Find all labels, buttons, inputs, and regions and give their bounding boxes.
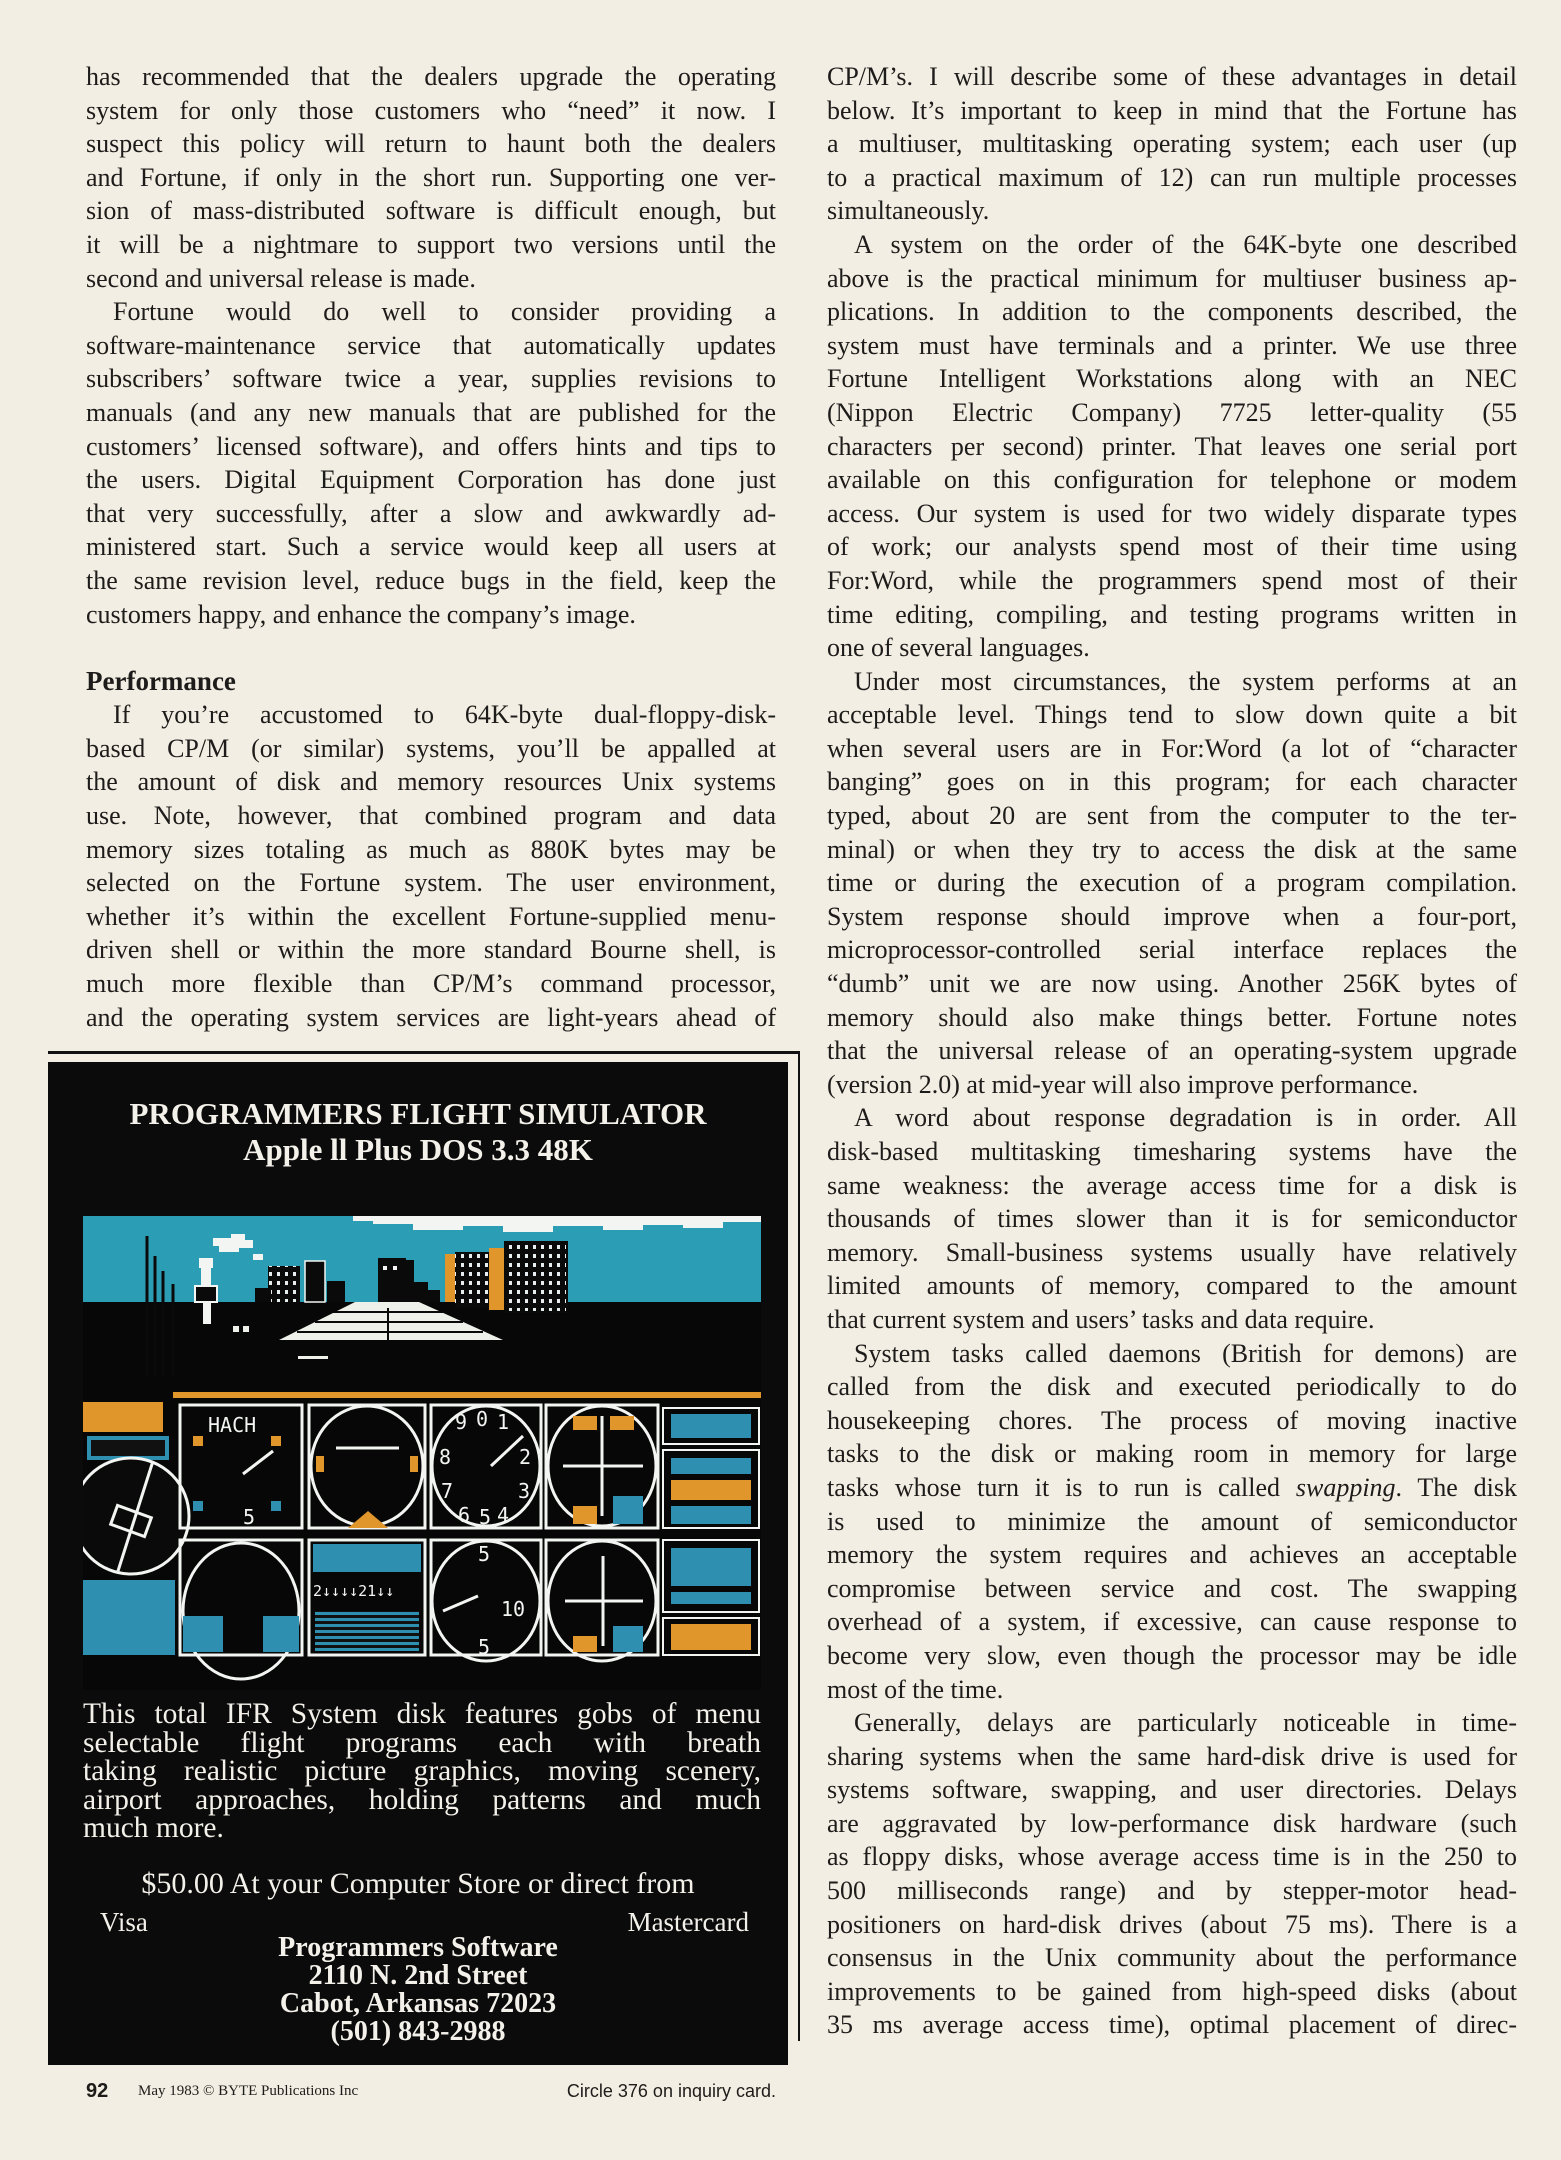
ad-body-line: selectable flight programs each with breath: [83, 1726, 761, 1759]
paragraph: [86, 698, 776, 1034]
text-line: systems software, swapping, and user directories. Delays: [827, 1775, 1517, 1805]
flight-simulator-advertisement: [48, 1062, 788, 2065]
ad-body-line: This total IFR System disk features gobs of menu: [83, 1698, 761, 1730]
text-line: software-maintenance service that automatically updates: [86, 330, 776, 360]
svg-text:8: 8: [439, 1445, 452, 1469]
text-line: (version 2.0) at mid-year will also improve performance.: [827, 1069, 1419, 1099]
article-column-left: [86, 60, 776, 1034]
paragraph: [827, 228, 1517, 665]
text-line: Generally, delays are particularly noticeable in time-: [854, 1708, 1517, 1738]
emphasis: swapping: [1295, 1472, 1396, 1502]
text-line: it will be a nightmare to support two versions until the: [86, 229, 776, 259]
text-line: sion of mass-distributed software is difficult enough, but: [86, 196, 776, 226]
ad-body-line: taking realistic picture graphics, moving scenery,: [83, 1755, 761, 1788]
text-line: plications. In addition to the components described, the: [827, 297, 1517, 327]
paragraph: [86, 60, 776, 295]
text-line: are aggravated by low-performance disk hardware (such: [827, 1808, 1517, 1838]
svg-text:1: 1: [497, 1410, 510, 1434]
text-line: ministered start. Such a service would keep all users at: [86, 532, 776, 562]
flight-simulator-screenshot: [83, 1216, 761, 1690]
svg-text:6: 6: [458, 1503, 471, 1527]
svg-text:5: 5: [478, 1542, 491, 1566]
ad-top-rule: [48, 1051, 800, 1054]
text-line: based CP/M (or similar) systems, you’ll be appalled at: [86, 733, 776, 763]
text-line: tasks whose turn it is to run is called swapping. The disk: [827, 1472, 1517, 1502]
text-line: system for only those customers who “need” it now. I: [86, 95, 776, 125]
text-line: below. It’s important to keep in mind that the Fortune has: [827, 95, 1517, 125]
company-name: Programmers Software: [278, 1932, 558, 1963]
text-line: memory should also make things better. Fortune notes: [827, 1002, 1517, 1032]
text-line: to a practical maximum of 12) can run multiple processes: [827, 162, 1517, 192]
text-line: same weakness: the average access time for a disk is: [827, 1170, 1517, 1200]
phone: (501) 843-2988: [330, 2016, 506, 2047]
text-line: and Fortune, if only in the short run. Supporting one ver-: [86, 162, 776, 192]
text-line: use. Note, however, that combined program and data: [86, 801, 776, 831]
text-line: housekeeping chores. The process of moving inactive: [827, 1405, 1517, 1435]
text-line: one of several languages.: [827, 633, 1090, 663]
mach-label: HACH: [208, 1413, 257, 1437]
text-line: limited amounts of memory, compared to the amount: [827, 1271, 1517, 1301]
text-line: memory sizes totaling as much as 880K bytes may be: [86, 834, 776, 864]
text-line: characters per second) printer. That leaves one serial port: [827, 431, 1517, 461]
text-line: customers’ licensed software), and offers hints and tips to: [86, 431, 776, 461]
ad-body-line: much more.: [83, 1812, 224, 1845]
text-line: as floppy disks, whose average access time is in the 250 to: [827, 1842, 1517, 1872]
text-line: that very successfully, after a slow and awkwardly ad-: [86, 498, 776, 528]
ad-visa: Visa: [100, 1907, 148, 1937]
article-column-right: [827, 60, 1517, 2042]
svg-text:5: 5: [479, 1505, 492, 1529]
text-line: access. Our system is used for two widely disparate types: [827, 498, 1517, 528]
paragraph: [827, 1337, 1517, 1707]
paragraph: [86, 295, 776, 631]
text-line: become very slow, even though the processor may be idle: [827, 1640, 1517, 1670]
text-line: selected on the Fortune system. The user environment,: [86, 868, 776, 898]
svg-text:0: 0: [476, 1407, 489, 1431]
ad-subtitle: Apple ll Plus DOS 3.3 48K: [243, 1132, 593, 1167]
text-line: the amount of disk and memory resources Unix systems: [86, 767, 776, 797]
text-line: much more flexible than CP/M’s command processor,: [86, 969, 776, 999]
text-line: time or during the execution of a program compilation.: [827, 868, 1517, 898]
text-line: when several users are in For:Word (a lot of “character: [827, 733, 1517, 763]
text-line: tasks to the disk or making room in memory for large: [827, 1439, 1517, 1469]
text-line: that the universal release of an operating-system upgrade: [827, 1036, 1517, 1066]
text-line: 35 ms average access time), optimal placement of direc-: [827, 2010, 1517, 2040]
text-line: System tasks called daemons (British for demons) are: [854, 1338, 1517, 1368]
svg-text:10: 10: [501, 1597, 526, 1621]
text-line: of work; our analysts spend most of their time using: [827, 532, 1517, 562]
text-line: second and universal release is made.: [86, 263, 476, 293]
svg-text:4: 4: [497, 1503, 510, 1527]
text-line: most of the time.: [827, 1674, 1004, 1704]
text-line: called from the disk and executed periodically to do: [827, 1372, 1517, 1402]
heading-tape: 2↓↓↓↓21↓↓: [313, 1582, 395, 1600]
text-line: time editing, compiling, and testing programs written in: [827, 599, 1517, 629]
text-line: the users. Digital Equipment Corporation has done just: [86, 465, 776, 495]
text-line: positioners on hard-disk drives (about 75 ms). There is a: [827, 1909, 1517, 1939]
text-line: whether it’s within the excellent Fortune-supplied menu-: [86, 901, 776, 931]
ad-body-line: airport approaches, holding patterns and much: [83, 1783, 761, 1816]
text-line: acceptable level. Things tend to slow down quite a bit: [827, 700, 1517, 730]
text-line: a multiuser, multitasking operating system; each user (up: [827, 129, 1517, 159]
svg-text:3: 3: [518, 1479, 531, 1503]
page-number: 92: [86, 2080, 109, 2102]
text-line: subscribers’ software twice a year, supplies revisions to: [86, 364, 776, 394]
text-line: the same revision level, reduce bugs in the field, keep the: [86, 565, 776, 595]
paragraph: [827, 1101, 1517, 1336]
text-line: Fortune Intelligent Workstations along with an NEC: [827, 364, 1517, 394]
text-line: CP/M’s. I will describe some of these advantages in detail: [827, 62, 1517, 91]
ad-price: $50.00 At your Computer Store or direct from: [141, 1867, 695, 1900]
text-line: simultaneously.: [827, 196, 990, 226]
text-line: Fortune would do well to consider providing a: [113, 297, 776, 327]
text-line: “dumb” unit we are now using. Another 256K bytes of: [827, 969, 1517, 999]
text-line: disk-based multitasking timesharing systems have the: [827, 1137, 1517, 1166]
text-line: memory the system requires and achieves an acceptable: [827, 1540, 1517, 1570]
text-line: banging” goes on in this program; for each character: [827, 767, 1517, 797]
ad-mastercard: Mastercard: [627, 1907, 749, 1937]
text-line: system must have terminals and a printer. We use three: [827, 330, 1517, 360]
ad-title: PROGRAMMERS FLIGHT SIMULATOR: [129, 1096, 707, 1131]
text-line: overhead of a system, if excessive, can cause response to: [827, 1607, 1517, 1637]
text-line: If you’re accustomed to 64K-byte dual-floppy-disk-: [113, 700, 776, 730]
text-line: microprocessor-controlled serial interface replaces the: [827, 935, 1517, 965]
text-line: (Nippon Electric Company) 7725 letter-quality (55: [827, 397, 1517, 427]
text-line: memory. Small-business systems usually have relatively: [827, 1237, 1517, 1267]
text-line: minal) or when they try to access the disk at the same: [827, 834, 1517, 864]
text-line: driven shell or within the more standard Bourne shell, is: [86, 935, 776, 965]
ad-description: [83, 1700, 761, 1843]
text-line: Under most circumstances, the system performs at an: [854, 666, 1517, 696]
text-line: sharing systems when the same hard-disk drive is used for: [827, 1741, 1517, 1771]
text-line: is used to minimize the amount of semiconductor: [827, 1506, 1517, 1536]
paragraph: [827, 665, 1517, 1102]
street: 2110 N. 2nd Street: [308, 1960, 528, 1991]
text-line: thousands of times slower than it is for semiconductor: [827, 1204, 1517, 1234]
svg-text:7: 7: [441, 1479, 454, 1503]
text-line: consensus in the Unix community about the performance: [827, 1943, 1517, 1973]
text-line: customers happy, and enhance the company’s image.: [86, 599, 636, 629]
text-line: improvements to be gained from high-speed disks (about: [827, 1976, 1517, 2006]
text-line: 500 milliseconds range) and by stepper-motor head-: [827, 1876, 1517, 1906]
text-line: has recommended that the dealers upgrade the operating: [86, 62, 776, 91]
text-line: manuals (and any new manuals that are published for the: [86, 397, 776, 427]
svg-text:2: 2: [519, 1445, 532, 1469]
city: Cabot, Arkansas 72023: [279, 1988, 557, 2019]
ad-address: [48, 1934, 788, 2046]
paragraph: [827, 60, 1517, 228]
text-line: and the operating system services are light-years ahead of: [86, 1002, 776, 1032]
text-line: For:Word, while the programmers spend most of their: [827, 565, 1517, 595]
text-line: typed, about 20 are sent from the computer to the ter-: [827, 801, 1517, 831]
text-line: compromise between service and cost. The swapping: [827, 1573, 1517, 1603]
text-line: suspect this policy will return to haunt both the dealers: [86, 129, 776, 159]
text-line: above is the practical minimum for multiuser business ap-: [827, 263, 1517, 293]
inquiry-note: Circle 376 on inquiry card.: [566, 2081, 776, 2101]
publication-line: May 1983 © BYTE Publications Inc: [138, 2083, 359, 2099]
ad-side-rule: [798, 1051, 800, 2041]
svg-text:9: 9: [455, 1410, 468, 1434]
svg-text:5: 5: [243, 1505, 256, 1529]
text-line: System response should improve when a four-port,: [827, 901, 1517, 931]
paragraph: [827, 1706, 1517, 2042]
section-heading: Performance: [86, 665, 236, 696]
text-line: available on this configuration for telephone or modem: [827, 465, 1517, 495]
text-line: that current system and users’ tasks and data require.: [827, 1304, 1375, 1334]
svg-text:5: 5: [478, 1635, 491, 1659]
text-line: A system on the order of the 64K-byte one described: [854, 229, 1517, 259]
text-line: A word about response degradation is in order. All: [854, 1103, 1517, 1133]
